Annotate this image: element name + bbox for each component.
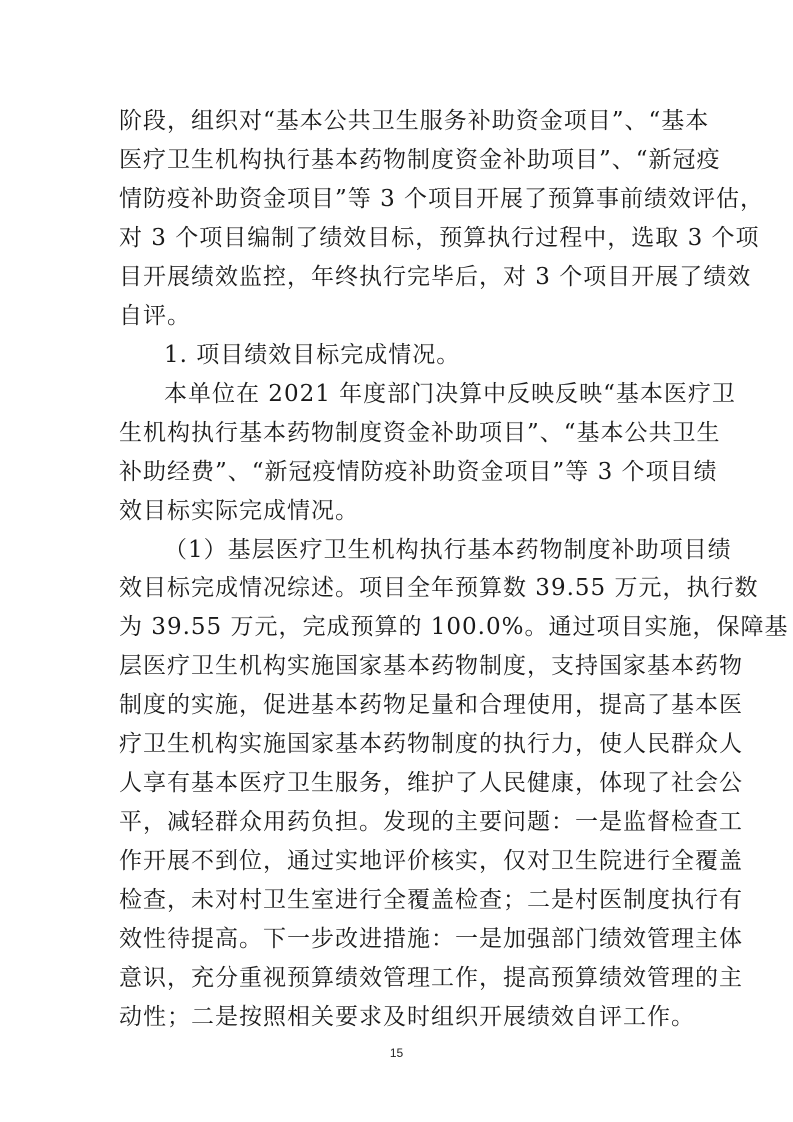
text-line: 生机构执行基本药物制度资金补助项目”、“基本公共卫生 bbox=[119, 420, 721, 446]
text-line: 情防疫补助资金项目”等 3 个项目开展了预算事前绩效评估， bbox=[119, 186, 765, 212]
text-line: 动性；二是按照相关要求及时组织开展绩效自评工作。 bbox=[119, 1004, 695, 1030]
text-line: 补助经费”、“新冠疫情防疫补助资金项目”等 3 个项目绩 bbox=[119, 459, 718, 485]
text-line: 平，减轻群众用药负担。发现的主要问题：一是监督检查工 bbox=[119, 809, 743, 835]
text-line: 阶段，组织对“基本公共卫生服务补助资金项目”、“基本 bbox=[119, 108, 710, 134]
section-heading: 1. 项目绩效目标完成情况。 bbox=[164, 342, 461, 368]
text-line: 检查，未对村卫生室进行全覆盖检查；二是村医制度执行有 bbox=[119, 887, 743, 913]
text-line: 作开展不到位，通过实地评价核实，仅对卫生院进行全覆盖 bbox=[119, 848, 743, 874]
text-line: 效目标实际完成情况。 bbox=[119, 498, 359, 524]
text-line: 层医疗卫生机构实施国家基本药物制度，支持国家基本药物 bbox=[119, 653, 743, 679]
text-line: 自评。 bbox=[119, 303, 191, 329]
text-line: 意识，充分重视预算绩效管理工作，提高预算绩效管理的主 bbox=[119, 965, 743, 991]
text-line: 效性待提高。下一步改进措施：一是加强部门绩效管理主体 bbox=[119, 926, 743, 952]
text-line: 效目标完成情况综述。项目全年预算数 39.55 万元，执行数 bbox=[119, 575, 759, 601]
text-line: 人享有基本医疗卫生服务，维护了人民健康，体现了社会公 bbox=[119, 770, 743, 796]
text-line: 对 3 个项目编制了绩效目标，预算执行过程中，选取 3 个项 bbox=[119, 225, 760, 251]
text-line: 为 39.55 万元，完成预算的 100.0%。通过项目实施，保障基 bbox=[119, 614, 789, 640]
subsection-start: （1）基层医疗卫生机构执行基本药物制度补助项目绩 bbox=[164, 537, 732, 563]
text-line: 医疗卫生机构执行基本药物制度资金补助项目”、“新冠疫 bbox=[119, 147, 721, 173]
text-line: 制度的实施，促进基本药物足量和合理使用，提高了基本医 bbox=[119, 692, 743, 718]
page-number: 15 bbox=[389, 1046, 404, 1060]
text-line: 目开展绩效监控，年终执行完毕后，对 3 个项目开展了绩效 bbox=[119, 264, 752, 290]
paragraph-start: 本单位在 2021 年度部门决算中反映反映“基本医疗卫 bbox=[164, 381, 736, 407]
text-line: 疗卫生机构实施国家基本药物制度的执行力，使人民群众人 bbox=[119, 731, 743, 757]
